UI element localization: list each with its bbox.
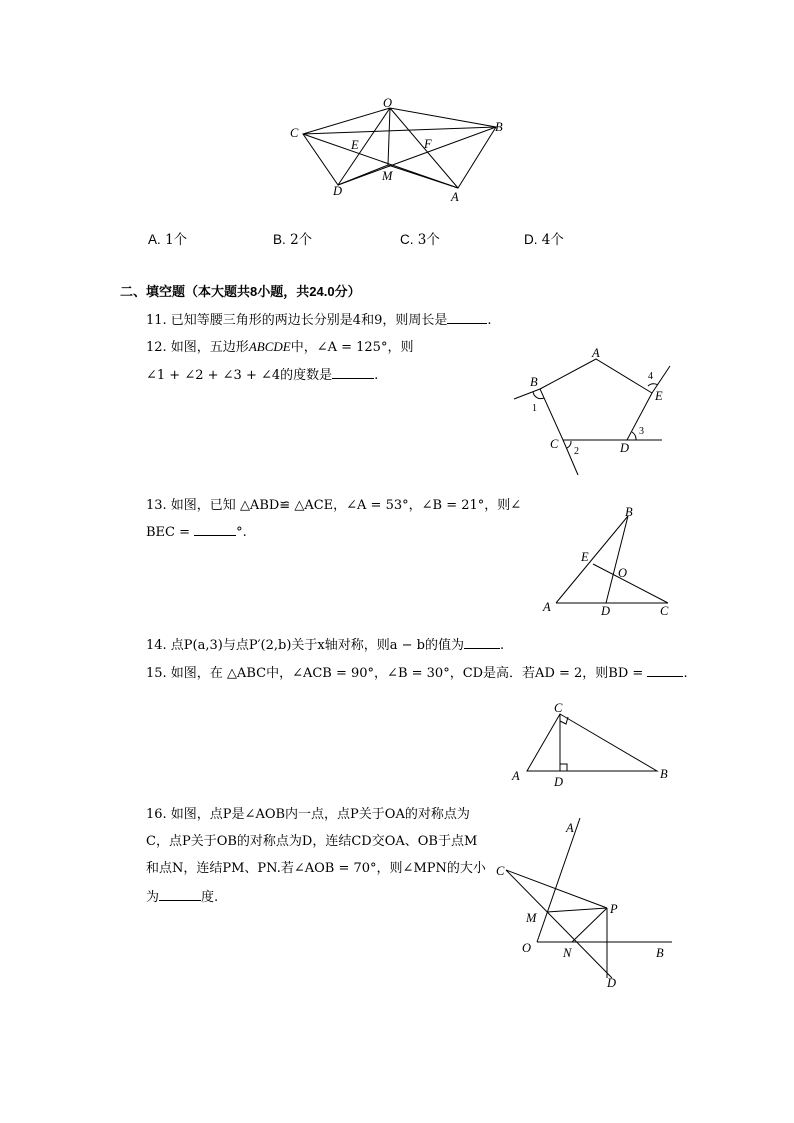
q10-label-A: A [451, 190, 459, 204]
q10-label-D: D [333, 184, 343, 198]
q16-label-C: C [496, 864, 505, 878]
q13-label-E: E [581, 550, 589, 564]
q16-label-O: O [522, 941, 532, 955]
q15-label-C: C [554, 701, 563, 715]
q10-option-b[interactable]: B. 2个 [273, 232, 313, 248]
q10-label-E: E [351, 138, 359, 152]
q13-text-line2: BEC = °. [146, 525, 247, 540]
q16-label-M: M [526, 911, 537, 925]
q10-label-O: O [383, 96, 393, 110]
q15-triangle-figure [508, 698, 678, 790]
q12-text-line1: 12. 如图，五边形ABCDE中，∠A = 125°，则 [146, 339, 414, 355]
q13-text-line1: 13. 如图，已知 △ABD≌ △ACE，∠A = 53°，∠B = 21°，则∠ [146, 498, 522, 513]
q13-triangle-figure [538, 502, 678, 622]
q10-option-c[interactable]: C. 3个 [400, 232, 440, 248]
q16-label-N: N [563, 946, 572, 960]
q16-text-line3: 和点N，连结PM、PN.若∠AOB = 70°，则∠MPN的大小 [146, 861, 486, 876]
q10-label-F: F [424, 137, 432, 151]
q16-text-line1: 16. 如图，点P是∠AOB内一点，点P关于OA的对称点为 [146, 807, 470, 822]
q16-answer-blank[interactable] [159, 888, 201, 901]
q12-label-B: B [530, 375, 538, 389]
q16-label-D: D [607, 976, 617, 990]
q12-text-line2: ∠1 + ∠2 + ∠3 + ∠4的度数是 . [146, 368, 379, 383]
q16-figure [490, 812, 680, 992]
q13-label-D: D [601, 604, 611, 618]
q15-label-A: A [512, 769, 520, 783]
q15-text: 15. 如图，在 △ABC中，∠ACB = 90°，∠B = 30°，CD是高．若AD = 2，则BD = . [146, 666, 688, 681]
q12-angle-1: 1 [532, 403, 537, 414]
q10-figure [280, 92, 520, 212]
q13-answer-blank[interactable] [194, 523, 236, 536]
q10-label-C: C [290, 126, 299, 140]
q12-pentagon-figure [510, 340, 680, 480]
q13-label-B: B [625, 505, 633, 519]
q10-option-a[interactable]: A. 1个 [148, 232, 188, 248]
q13-label-O: O [618, 566, 628, 580]
q15-answer-blank[interactable] [647, 664, 683, 677]
q12-label-E: E [655, 389, 663, 403]
q10-label-M: M [382, 169, 393, 183]
q16-label-P: P [610, 902, 618, 916]
q13-label-A: A [543, 600, 551, 614]
q11-answer-blank[interactable] [447, 311, 487, 324]
q11-text: 11. 已知等腰三角形的两边长分别是4和9，则周长是 . [146, 313, 492, 328]
q12-angle-4: 4 [648, 371, 653, 382]
q16-label-B: B [656, 946, 664, 960]
q15-label-B: B [660, 767, 668, 781]
q10-outline [303, 108, 496, 188]
q16-label-A: A [566, 821, 574, 835]
q12-label-C: C [550, 437, 559, 451]
q12-angle-2: 2 [574, 446, 579, 457]
q14-text: 14. 点P(a,3)与点P′(2,b)关于x轴对称，则a − b的值为 . [146, 638, 505, 653]
q12-answer-blank[interactable] [332, 366, 374, 379]
section-heading: 二、填空题（本大题共8小题，共24.0分） [120, 284, 361, 300]
q16-text-line4: 为 度. [146, 890, 219, 905]
q13-label-C: C [660, 604, 669, 618]
q12-label-D: D [620, 441, 630, 455]
q10-label-B: B [495, 120, 503, 134]
q10-option-d[interactable]: D. 4个 [524, 232, 564, 248]
q16-text-line2: C，点P关于OB的对称点为D，连结CD交OA、OB于点M [146, 834, 478, 849]
q12-angle-3: 3 [639, 426, 644, 437]
q15-label-D: D [554, 775, 564, 789]
q14-answer-blank[interactable] [464, 636, 500, 649]
q12-label-A: A [592, 346, 600, 360]
